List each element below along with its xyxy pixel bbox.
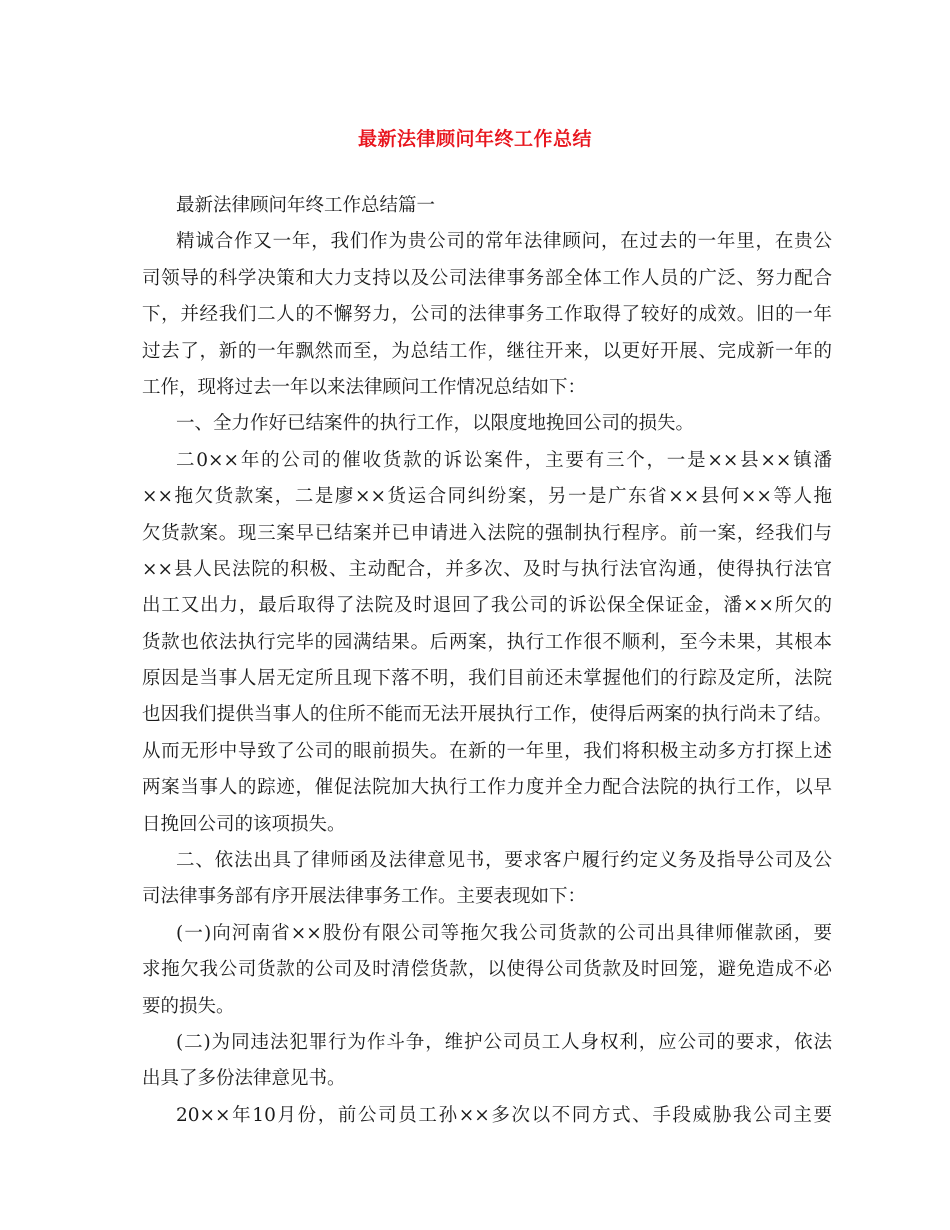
text-line: 日挽回公司的该项损失。 (142, 813, 346, 835)
text-line: 两案当事人的踪迹，催促法院加大执行工作力度并全力配合法院的执行工作，以早 (142, 777, 832, 799)
text-line: (二)为同违法犯罪行为作斗争，维护公司员工人身权利，应公司的要求，依法 (176, 1031, 832, 1053)
text-line: ××拖欠货款案，二是廖××货运合同纠纷案，另一是广东省××县何××等人拖 (142, 486, 832, 508)
text-line: 二0××年的公司的催收货款的诉讼案件，主要有三个，一是××县××镇潘 (176, 449, 832, 471)
text-line: 原因是当事人居无定所且现下落不明，我们目前还未掌握他们的行踪及定所，法院 (142, 668, 832, 690)
text-line: 过去了，新的一年飘然而至，为总结工作，继往开来，以更好开展、完成新一年的 (142, 340, 832, 362)
text-line: 也因我们提供当事人的住所不能而无法开展执行工作，使得后两案的执行尚未了结。 (142, 704, 832, 726)
text-line: (一)向河南省××股份有限公司等拖欠我公司货款的公司出具律师催款函，要 (176, 922, 832, 944)
text-line: 20××年10月份，前公司员工孙××多次以不同方式、手段威胁我公司主要 (176, 1104, 832, 1126)
text-line: 二、依法出具了律师函及法律意见书，要求客户履行约定义务及指导公司及公 (176, 850, 832, 872)
text-line: 最新法律顾问年终工作总结篇一 (176, 195, 436, 216)
text-line: 司领导的科学决策和大力支持以及公司法律事务部全体工作人员的广泛、努力配合 (142, 267, 832, 289)
text-line: 精诚合作又一年，我们作为贵公司的常年法律顾问，在过去的一年里，在贵公 (176, 231, 832, 253)
text-line: 欠货款案。现三案早已结案并已申请进入法院的强制执行程序。前一案，经我们与 (142, 522, 832, 544)
text-line: 货款也依法执行完毕的园满结果。后两案，执行工作很不顺利，至今未果，其根本 (142, 631, 832, 653)
text-line: 出工又出力，最后取得了法院及时退回了我公司的诉讼保全保证金，潘××所欠的 (142, 595, 832, 617)
text-line: 一、全力作好已结案件的执行工作，以限度地挽回公司的损失。 (176, 413, 695, 435)
document-title: 最新法律顾问年终工作总结 (357, 128, 592, 150)
text-line: 司法律事务部有序开展法律事务工作。主要表现如下： (142, 886, 587, 908)
text-line: 要的损失。 (142, 995, 235, 1017)
text-line: 工作，现将过去一年以来法律顾问工作情况总结如下： (142, 376, 587, 398)
text-line: 求拖欠我公司货款的公司及时清偿货款，以使得公司货款及时回笼，避免造成不必 (142, 959, 832, 981)
text-line: 出具了多份法律意见书。 (142, 1068, 346, 1090)
text-line: 下，并经我们二人的不懈努力，公司的法律事务工作取得了较好的成效。旧的一年 (142, 304, 832, 326)
text-line: 从而无形中导致了公司的眼前损失。在新的一年里，我们将积极主动多方打探上述 (142, 740, 832, 762)
document-body (142, 188, 832, 1134)
text-line: ××县人民法院的积极、主动配合，并多次、及时与执行法官沟通，使得执行法官 (142, 558, 832, 580)
